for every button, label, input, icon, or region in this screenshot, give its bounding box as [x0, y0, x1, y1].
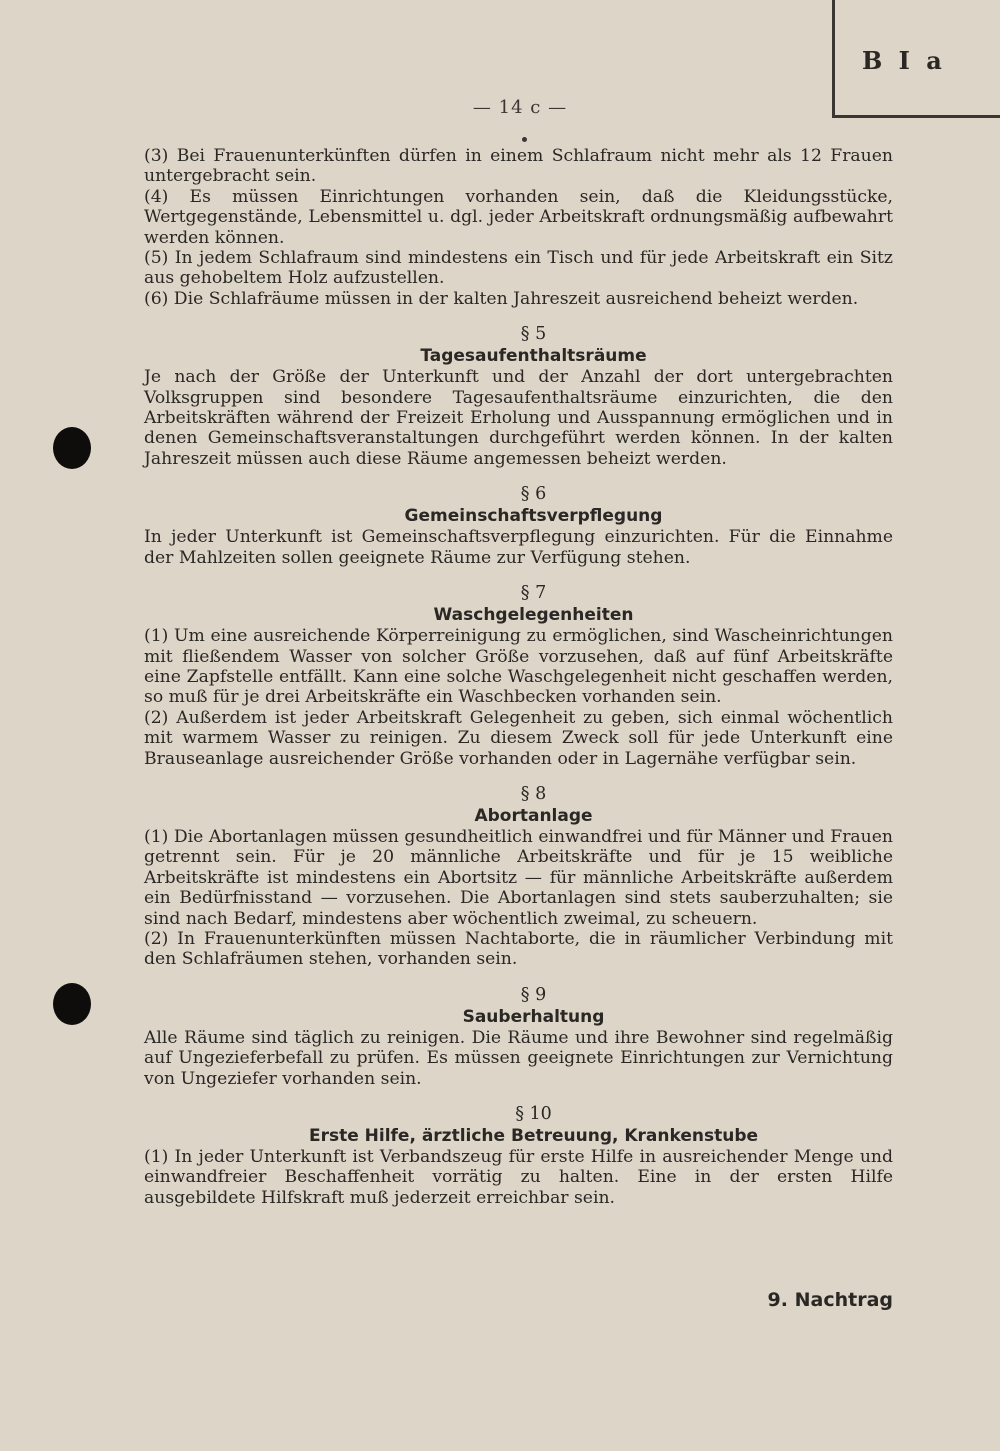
paragraph: (5) In jedem Schlafraum sind mindestens ein Tisch und für jede Arbeitskraft ein Sitz aus gehobeltem Holz aufzustellen.: [144, 248, 893, 289]
paragraph: Je nach der Größe der Unterkunft und der Anzahl der dort untergebrachten Volksgruppen sind besondere Tagesaufenthaltsräume einzurichten, die den Arbeitskräften während der Freizeit Erholung und Ausspannung ermöglichen und in denen Gemeinschaftsveranstaltungen durchgeführt werden können. In der kalten Jahreszeit müssen auch diese Räume angemessen beheizt werden.: [144, 367, 893, 469]
section-title: Erste Hilfe, ärztliche Betreuung, Krankenstube: [308, 1126, 759, 1146]
section-title: Abortanlage: [474, 805, 593, 826]
punch-hole: [53, 983, 91, 1025]
section-6: [144, 483, 893, 568]
section-title: Gemeinschaftsverpflegung: [404, 506, 663, 527]
section-number: § 9: [520, 984, 547, 1005]
section-number: § 8: [520, 783, 547, 804]
paragraph: (1) In jeder Unterkunft ist Verbandszeug für erste Hilfe in ausreichender Menge und einwandfreier Beschaffenheit vorrätig zu halten. Eine in der ersten Hilfe ausgebildete Hilfskraft muß jederzeit erreichbar sein.: [144, 1147, 893, 1208]
section-title: Sauberhaltung: [462, 1006, 605, 1027]
punch-hole: [53, 427, 91, 469]
footer-label: 9. Nachtrag: [767, 1289, 893, 1311]
document-body: [144, 146, 893, 1208]
section-number: § 7: [520, 583, 547, 604]
dot-mark: [522, 137, 527, 142]
section-10: [144, 1103, 893, 1208]
section-number: § 10: [515, 1104, 552, 1124]
paragraph: Alle Räume sind täglich zu reinigen. Die Räume und ihre Bewohner sind regelmäßig auf Ungezieferbefall zu prüfen. Es müssen geeignete Einrichtungen zur Vernichtung von Ungeziefer vorhanden sein.: [144, 1027, 893, 1089]
paragraph: (4) Es müssen Einrichtungen vorhanden sein, daß die Kleidungsstücke, Wertgegenstände, Lebensmittel u. dgl. jeder Arbeitskraft ordnungsmäßig aufbewahrt werden können.: [144, 186, 893, 248]
page-number: — 14 c —: [472, 97, 568, 118]
corner-label: B I a: [862, 46, 946, 75]
section-number: § 5: [520, 324, 547, 345]
paragraph: (6) Die Schlafräume müssen in der kalten Jahreszeit ausreichend beheizt werden.: [144, 288, 859, 309]
section-title: Waschgelegenheiten: [433, 605, 634, 626]
paragraph: (3) Bei Frauenunterkünften dürfen in einem Schlafraum nicht mehr als 12 Frauen untergebracht sein.: [144, 146, 893, 187]
paragraph: (2) Außerdem ist jeder Arbeitskraft Gelegenheit zu geben, sich einmal wöchentlich mit warmem Wasser zu reinigen. Zu diesem Zweck soll für jede Unterkunft eine Brauseanlage ausreichender Größe vorhanden oder in Lagernähe verfügbar sein.: [144, 707, 893, 769]
section-8: [144, 783, 893, 970]
section-title: Tagesaufenthaltsräume: [420, 346, 647, 367]
paragraph: (1) Die Abortanlagen müssen gesundheitlich einwandfrei und für Männer und Frauen getrennt sein. Für je 20 männliche Arbeitskräfte und für je 15 weibliche Arbeitskräfte ist mindestens ein Abortsitz — für männliche Arbeitskräfte außerdem ein Bedürfnisstand — vorzusehen. Die Abortanlagen sind stets sauberzuhalten; sie sind nach Bedarf, mindestens aber wöchentlich zweimal, zu scheuern.: [144, 826, 893, 929]
section-7: [144, 582, 893, 769]
paragraph: (1) Um eine ausreichende Körperreinigung zu ermöglichen, sind Wascheinrichtungen mit fließendem Wasser von solcher Größe vorzusehen, daß auf fünf Arbeitskräfte eine Zapfstelle entfällt. Kann eine solche Waschgelegenheit nicht geschaffen werden, so muß für je drei Arbeitskräfte ein Waschbecken vorhanden sein.: [144, 626, 893, 708]
section-5: [144, 323, 893, 469]
section-number: § 6: [520, 484, 547, 505]
section-9: [144, 984, 893, 1089]
paragraph: In jeder Unterkunft ist Gemeinschaftsverpflegung einzurichten. Für die Einnahme der Mahlzeiten sollen geeignete Räume zur Verfügung stehen.: [144, 527, 893, 568]
paragraph: (2) In Frauenunterkünften müssen Nachtaborte, die in räumlicher Verbindung mit den Schlafräumen stehen, vorhanden sein.: [144, 928, 893, 970]
